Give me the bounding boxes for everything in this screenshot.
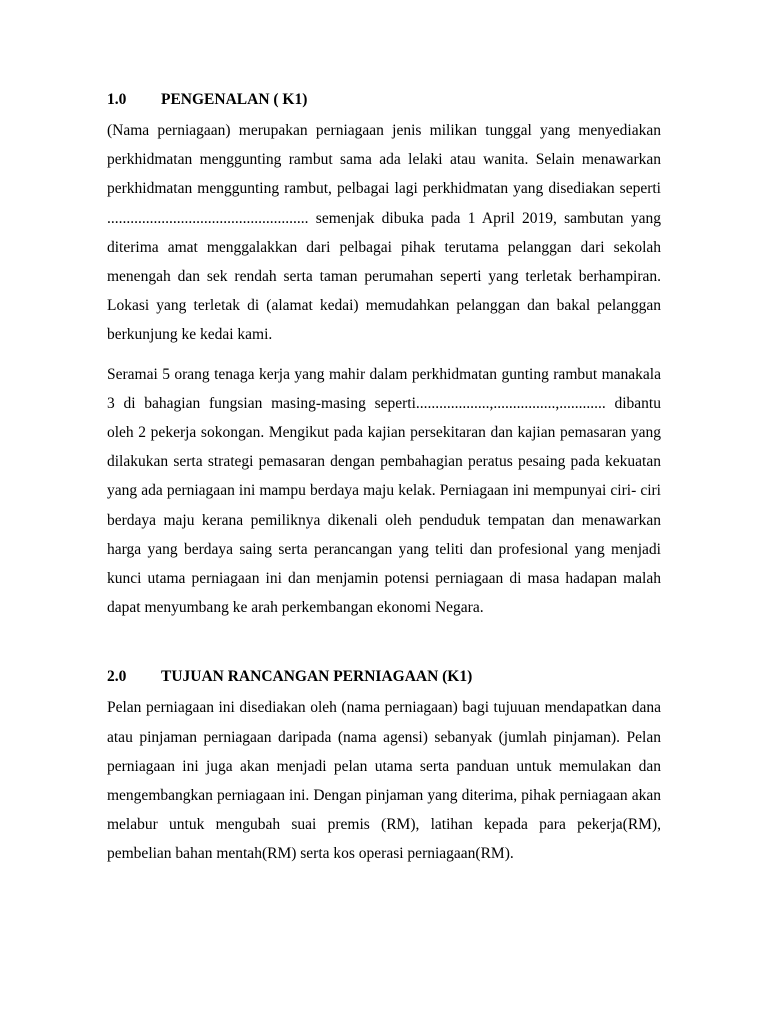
paragraph-workforce: Seramai 5 orang tenaga kerja yang mahir dalam perkhidmatan gunting rambut manakala 3 di bahagian fungsian masing-masing seperti...................,................,............ dibantu oleh 2 pekerja sokongan. Mengikut pada kajian persekitaran dan kajian pemasaran yang dilakukan serta strategi pemasaran dengan pembahagian peratus pesaing pada kekuatan yang ada perniagaan ini mampu berdaya maju kelak. Perniagaan ini mempunyai ciri- ciri berdaya maju kerana pemiliknya dikenali oleh penduduk tempatan dan menawarkan harga yang berdaya saing serta perancangan yang teliti dan profesional yang menjadi kunci utama perniagaan ini dan menjamin potensi perniagaan di masa hadapan malah dapat menyumbang ke arah perkembangan ekonomi Negara. [107,365,661,617]
paragraph-purpose: Pelan perniagaan ini disediakan oleh (nama perniagaan) bagi tujuuan mendapatkan dana atau pinjaman perniagaan daripada (nama agensi) sebanyak (jumlah pinjaman). Pelan perniagaan ini juga akan menjadi pelan utama serta panduan untuk memulakan dan mengembangkan perniagaan ini. Dengan pinjaman yang diterima, pihak perniagaan akan melabur untuk mengubah suai premis (RM), latihan kepada para pekerja(RM), pembelian bahan mentah(RM) serta kos operasi perniagaan(RM). [107,699,661,863]
section-title: PENGENALAN ( K1) [161,91,308,108]
section-number: 2.0 [107,668,127,686]
section-title: TUJUAN RANCANGAN PERNIAGAAN (K1) [161,668,473,686]
section-heading-pengenalan [107,85,661,114]
section-heading-tujuan [107,662,661,691]
document-content [107,85,661,869]
paragraph-introduction: (Nama perniagaan) merupakan perniagaan jenis milikan tunggal yang menyediakan perkhidmatan menggunting rambut sama ada lelaki atau wanita. Selain menawarkan perkhidmatan menggunting rambut, pelbagai lagi perkhidmatan yang disediakan seperti .................................................... semenjak dibuka pada 1 April 2019, sambutan yang diterima amat menggalakkan dari pelbagai pihak terutama pelanggan dari sekolah menengah dan sek rendah serta taman perumahan seperti yang terletak berhampiran. Lokasi yang terletak di (alamat kedai) memudahkan pelanggan dan bakal pelanggan berkunjung ke kedai kami. [107,122,661,344]
section-number: 1.0 [107,91,127,108]
